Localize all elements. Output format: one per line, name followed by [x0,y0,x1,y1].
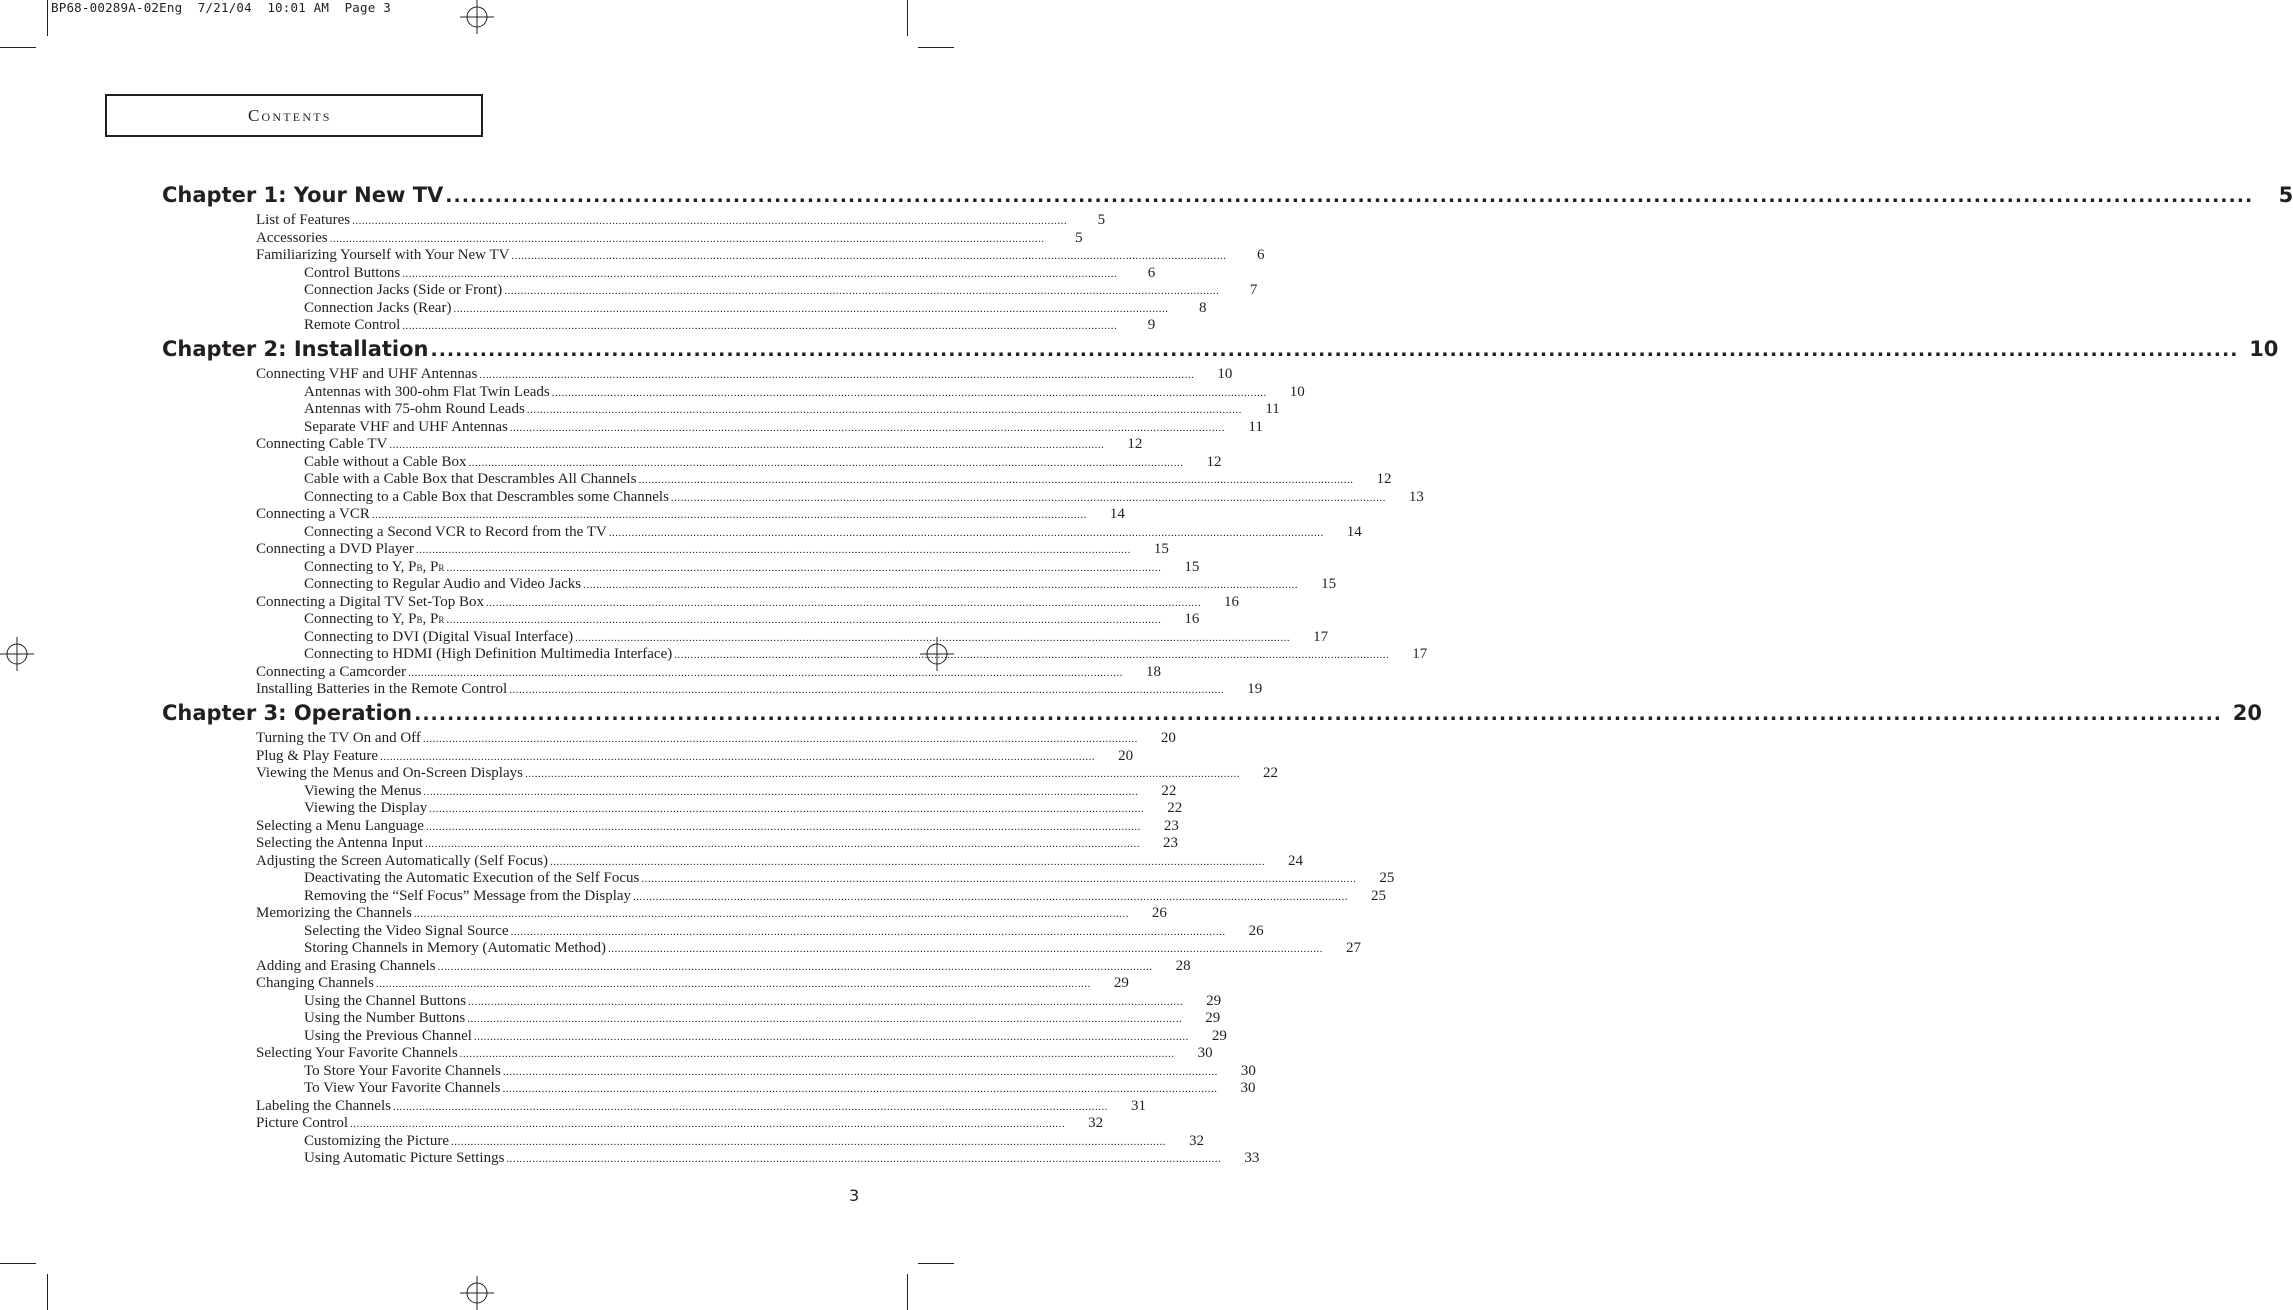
toc-page-number: 16 [1184,611,1200,627]
toc-title: Memorizing the Channels [256,905,412,921]
dot-leader: ............................................................................................................................................................................................................................ [437,960,1153,973]
dot-leader: ............................................................................................................................................................................................................................ [479,369,1195,381]
crop-mark [0,1263,36,1264]
toc-title: Removing the “Self Focus” Message from the Display [304,887,632,904]
toc-entry [256,212,1106,230]
toc-page-number: 26 [1151,905,1167,921]
toc-page-number: 5 [1097,212,1106,228]
toc-title: Connecting a Digital TV Set-Top Box [256,593,484,610]
toc-title: Viewing the Menus [304,782,422,799]
toc-subentry [304,800,1183,818]
toc-page-number: 13 [1408,488,1424,505]
dot-leader: ............................................................................................................................................................................................................................ [423,785,1139,798]
toc-subentry [304,576,1337,594]
toc-entry [256,1097,1146,1116]
toc-page-number: 15 [1184,558,1200,575]
dot-leader: ............................................................................................................................................................................................................................ [425,838,1141,850]
toc-page-number: 27 [1346,940,1362,956]
toc-title: Connecting to Y, PB, PR [304,558,445,575]
toc-title: Antennas with 300-ohm Flat Twin Leads [304,383,550,400]
toc-title: To Store Your Favorite Channels [304,1062,501,1079]
toc-title: Viewing the Menus and On-Screen Displays [256,765,523,781]
toc-page-number: 7 [1249,282,1258,298]
toc-page-number: 20 [1118,747,1134,764]
crop-mark [0,47,36,48]
dot-leader: ............................................................................................................................................................................................................................ [509,684,1225,696]
toc-entry [256,730,1176,748]
toc-title: Selecting the Video Signal Source [304,922,509,939]
toc-entry [256,541,1169,559]
dot-leader: ............................................................................................................................................................................................................................ [509,421,1225,434]
dot-leader: ............................................................................................................................................................................................................................ [446,561,1162,574]
dot-leader: ............................................................................................................................................................................................................................ [638,474,1354,486]
chapter-heading [162,183,2293,213]
toc-subentry [304,611,1200,629]
toc-title: To View Your Favorite Channels [304,1080,501,1096]
dot-leader: ............................................................................................................................................................................................................................ [575,631,1291,644]
crop-mark [907,1274,908,1310]
toc-page-number: 14 [1109,506,1125,522]
dot-leader: ............................................................................................................................................................................................................................ [608,526,1324,539]
dot-leader: ............................................................................................................................................................................................................................ [445,185,2254,207]
toc-title: Connecting a Camcorder [256,663,406,680]
registration-mark-icon [460,0,494,34]
toc-entry [256,506,1125,524]
toc-entry [256,835,1179,853]
toc-title: Chapter 3: Operation [162,701,413,725]
toc-title: Connecting a Second VCR to Record from the TV [304,523,607,540]
dot-leader: ............................................................................................................................................................................................................................ [450,1135,1166,1148]
toc-page-number: 11 [1248,418,1263,435]
dot-leader: ............................................................................................................................................................................................................................ [468,456,1184,469]
toc-title: Selecting the Antenna Input [256,835,424,851]
toc-page-number: 16 [1223,593,1239,610]
dot-leader: ............................................................................................................................................................................................................................ [502,1065,1218,1078]
dot-leader: ............................................................................................................................................................................................................................ [459,1048,1175,1060]
toc-page-number: 22 [1161,782,1177,799]
toc-title: Labeling the Channels [256,1097,391,1114]
toc-title: Connecting VHF and UHF Antennas [256,366,478,382]
toc-page-number: 23 [1163,817,1179,834]
toc-page-number: 24 [1288,852,1304,869]
crop-mark [918,47,954,48]
dot-leader: ............................................................................................................................................................................................................................ [371,509,1087,521]
dot-leader: ............................................................................................................................................................................................................................ [473,1030,1189,1043]
dot-leader: ............................................................................................................................................................................................................................ [583,579,1299,591]
dot-leader: ............................................................................................................................................................................................................................ [422,733,1138,745]
toc-title: Chapter 2: Installation [162,337,429,361]
toc-title: Connecting to Y, PB, PR [304,611,445,627]
toc-subentry [304,264,1156,283]
toc-title: Storing Channels in Memory (Automatic Method) [304,940,607,956]
crop-mark [907,0,908,36]
dot-leader: ............................................................................................................................................................................................................................ [670,491,1386,504]
registration-mark-icon [460,1276,494,1310]
dot-leader: ............................................................................................................................................................................................................................ [506,1153,1222,1165]
toc-subentry [304,453,1222,472]
toc-title: Chapter 1: Your New TV [162,183,444,207]
toc-subentry [304,1080,1256,1098]
toc-page-number: 25 [1379,870,1395,886]
dot-leader: ............................................................................................................................................................................................................................ [608,943,1324,955]
toc-subentry [304,299,1207,318]
toc-page-number: 15 [1153,541,1169,557]
toc-page-number: 25 [1371,887,1387,904]
print-slug: BP68-00289A-02Eng 7/21/04 10:01 AM Page 3 [51,0,391,15]
dot-leader: ............................................................................................................................................................................................................................ [467,1013,1183,1025]
toc-title: Connecting to HDMI (High Definition Multimedia Interface) [304,646,673,662]
crop-mark [47,0,48,36]
dot-leader: ............................................................................................................................................................................................................................ [430,339,2239,361]
toc-title: Selecting a Menu Language [256,817,424,834]
toc-page-number: 5 [1075,229,1083,246]
dot-leader: ............................................................................................................................................................................................................................ [453,302,1169,315]
toc-title: Cable with a Cable Box that Descrambles All Channels [304,471,637,487]
toc-page-number: 11 [1265,401,1280,417]
dot-leader: ............................................................................................................................................................................................................................ [550,855,1266,868]
toc-title: Connecting to Regular Audio and Video Jacks [304,576,582,592]
toc-title: Familiarizing Yourself with Your New TV [256,247,510,263]
toc-subentry [304,1027,1227,1046]
toc-entry [256,1045,1213,1063]
dot-leader: ............................................................................................................................................................................................................................ [402,320,1118,332]
toc-entry [256,975,1129,993]
toc-title: Using the Channel Buttons [304,992,467,1009]
toc-title: Viewing the Display [304,800,428,816]
toc-title: Using the Number Buttons [304,1010,466,1026]
toc-subentry [304,646,1428,664]
dot-leader: ............................................................................................................................................................................................................................ [641,873,1357,885]
toc-subentry [304,383,1305,402]
toc-page-number: 10 [1217,366,1233,382]
toc-page-number: 30 [1197,1045,1213,1061]
toc-page-number: 6 [1147,264,1156,281]
dot-leader: ............................................................................................................................................................................................................................ [633,890,1349,903]
toc-title: Connecting a DVD Player [256,541,414,557]
toc-title: Picture Control [256,1115,349,1131]
toc-page-number: 12 [1206,453,1222,470]
dot-leader: ............................................................................................................................................................................................................................ [551,386,1267,399]
toc-entry [256,681,1263,699]
dot-leader: ............................................................................................................................................................................................................................ [392,1100,1108,1113]
toc-page-number: 23 [1163,835,1179,851]
dot-leader: ............................................................................................................................................................................................................................ [414,703,2223,725]
toc-page-number: 31 [1130,1097,1146,1114]
toc-title: Connection Jacks (Side or Front) [304,282,503,298]
toc-subentry [304,1150,1260,1168]
dot-leader: ............................................................................................................................................................................................................................ [402,267,1118,280]
toc-title: Cable without a Cable Box [304,453,467,470]
dot-leader: ............................................................................................................................................................................................................................ [504,285,1220,297]
toc-title: Connection Jacks (Rear) [304,299,452,316]
toc-page-number: 26 [1248,922,1264,939]
toc-page-number: 32 [1188,1132,1204,1149]
dot-leader: ............................................................................................................................................................................................................................ [375,978,1091,990]
toc-page-number: 22 [1167,800,1183,816]
toc-page-number: 29 [1113,975,1129,991]
toc-entry [256,663,1161,682]
dot-leader: ............................................................................................................................................................................................................................ [415,544,1131,556]
toc-entry [256,817,1179,836]
toc-title: Using the Previous Channel [304,1027,472,1044]
dot-leader: ............................................................................................................................................................................................................................ [468,995,1184,1008]
toc-subentry [304,887,1387,906]
toc-page-number: 8 [1198,299,1207,316]
toc-subentry [304,317,1156,335]
toc-entry [256,593,1239,612]
dot-leader: ............................................................................................................................................................................................................................ [425,820,1141,833]
toc-page-number: 18 [1145,663,1161,680]
toc-subentry [304,471,1392,489]
toc-subentry [304,870,1395,888]
toc-entry [256,957,1191,976]
page-title: Contents [248,106,332,125]
toc-page-number: 17 [1412,646,1428,662]
toc-page-number: 20 [1160,730,1176,746]
toc-subentry [304,628,1329,647]
toc-page-number: 15 [1321,576,1337,592]
toc-subentry [304,940,1362,958]
toc-title: Connecting to a Cable Box that Descrambles some Channels [304,488,669,505]
toc-title: Adding and Erasing Channels [256,957,436,974]
toc-title: Using Automatic Picture Settings [304,1150,505,1166]
toc-title: Deactivating the Automatic Execution of the Self Focus [304,870,640,886]
toc-page-number: 5 [2278,183,2293,207]
toc-page-number: 19 [1247,681,1263,697]
dot-leader: ............................................................................................................................................................................................................................ [674,649,1390,661]
dot-leader: ............................................................................................................................................................................................................................ [329,232,1045,245]
page-number: 3 [849,1186,860,1205]
toc-page-number: 30 [1240,1080,1256,1096]
toc-page-number: 12 [1376,471,1392,487]
dot-leader: ............................................................................................................................................................................................................................ [511,250,1227,262]
toc-page-number: 9 [1147,317,1156,333]
toc-page-number: 10 [2249,337,2279,361]
toc-subentry [304,558,1200,577]
chapter-heading [162,701,2263,731]
toc-subentry [304,523,1362,542]
toc-title: Changing Channels [256,975,374,991]
dot-leader: ............................................................................................................................................................................................................................ [524,768,1240,780]
toc-subentry [304,782,1177,801]
dot-leader: ............................................................................................................................................................................................................................ [413,908,1129,920]
toc-entry [256,247,1265,265]
toc-page-number: 28 [1175,957,1191,974]
dot-leader: ............................................................................................................................................................................................................................ [407,666,1123,679]
toc-subentry [304,418,1263,437]
dot-leader: ............................................................................................................................................................................................................................ [502,1083,1218,1095]
toc-page-number: 14 [1346,523,1362,540]
dot-leader: ............................................................................................................................................................................................................................ [350,1118,1066,1130]
toc-title: Plug & Play Feature [256,747,379,764]
toc-subentry [304,401,1280,419]
toc-title: Connecting a VCR [256,506,370,522]
dot-leader: ............................................................................................................................................................................................................................ [389,439,1105,451]
toc-title: Remote Control [304,317,401,333]
toc-page-number: 17 [1313,628,1329,645]
toc-subentry [304,488,1424,507]
toc-subentry [304,992,1222,1011]
toc-subentry [304,1062,1256,1081]
toc-page-number: 10 [1289,383,1305,400]
toc-page-number: 30 [1240,1062,1256,1079]
dot-leader: ............................................................................................................................................................................................................................ [429,803,1145,815]
toc-entry [256,765,1278,783]
toc-page-number: 33 [1244,1150,1260,1166]
toc-page-number: 29 [1211,1027,1227,1044]
toc-title: Adjusting the Screen Automatically (Self Focus) [256,852,549,869]
toc-page-number: 22 [1262,765,1278,781]
toc-title: Turning the TV On and Off [256,730,421,746]
toc-title: Customizing the Picture [304,1132,449,1149]
toc-subentry [304,922,1264,941]
toc-title: Separate VHF and UHF Antennas [304,418,508,435]
dot-leader: ............................................................................................................................................................................................................................ [485,596,1201,609]
registration-mark-icon [0,637,34,671]
toc-page-number: 29 [1206,992,1222,1009]
toc-title: Installing Batteries in the Remote Control [256,681,508,697]
dot-leader: ............................................................................................................................................................................................................................ [446,614,1162,626]
toc-subentry [304,1132,1204,1151]
toc-page-number: 12 [1127,436,1143,452]
toc-title: Control Buttons [304,264,401,281]
toc-entry [256,905,1167,923]
toc-title: Connecting to DVI (Digital Visual Interface) [304,628,574,645]
toc-title: Connecting Cable TV [256,436,388,452]
dot-leader: ............................................................................................................................................................................................................................ [526,404,1242,416]
toc-page-number: 20 [2232,701,2263,725]
toc-entry [256,366,1233,384]
toc-entry [256,852,1304,871]
toc-title: List of Features [256,212,351,228]
toc-subentry [304,282,1258,300]
toc-title: Selecting Your Favorite Channels [256,1045,458,1061]
toc-page-number: 6 [1256,247,1265,263]
contents-header-box [105,94,483,137]
crop-mark [918,1263,954,1264]
toc-subentry [304,1010,1221,1028]
toc-title: Accessories [256,229,328,246]
toc-title: Antennas with 75-ohm Round Leads [304,401,525,417]
toc-entry [256,1115,1104,1133]
toc-entry [256,436,1143,454]
crop-mark [47,1274,48,1310]
toc-entry [256,747,1134,766]
toc-page-number: 32 [1088,1115,1104,1131]
toc-page-number: 29 [1205,1010,1221,1026]
dot-leader: ............................................................................................................................................................................................................................ [352,215,1068,227]
chapter-heading [162,337,2279,367]
toc-entry [256,229,1083,248]
dot-leader: ............................................................................................................................................................................................................................ [510,925,1226,938]
dot-leader: ............................................................................................................................................................................................................................ [380,750,1096,763]
